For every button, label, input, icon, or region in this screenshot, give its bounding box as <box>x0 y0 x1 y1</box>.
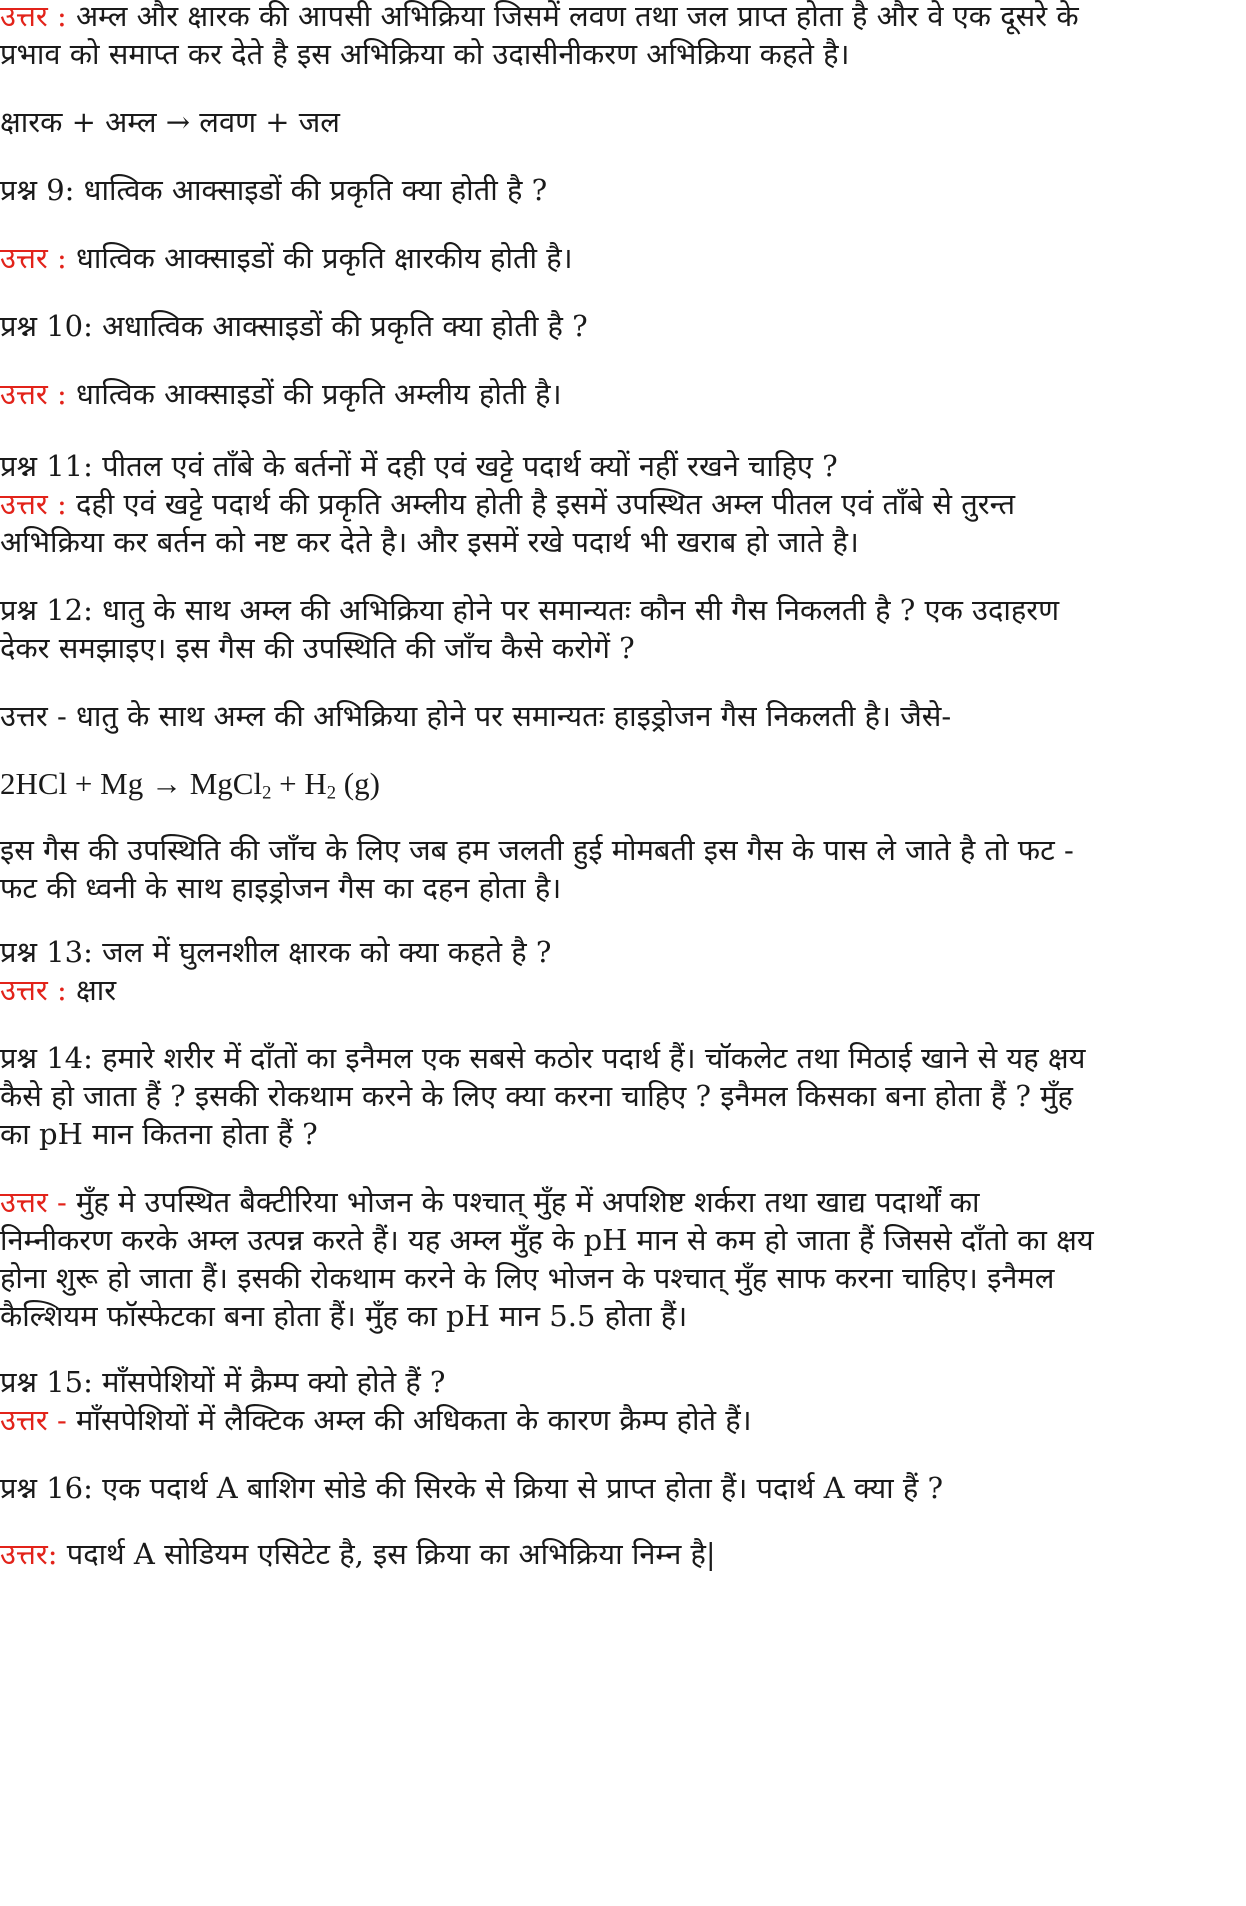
question-14-line-2: कैसे हो जाता हैं ? इसकी रोकथाम करने के लिए क्या करना चाहिए ? इनैमल किसका बना होता हैं ? मुँह <box>0 1079 1073 1113</box>
answer-label: उत्तर - <box>0 1403 67 1437</box>
question-12-line-2: देकर समझाइए। इस गैस की उपस्थिति की जाँच कैसे करोगें ? <box>0 631 635 665</box>
answer-11-line-2: अभिक्रिया कर बर्तन को नष्ट कर देते है। और इसमें रखे पदार्थ भी खराब हो जाते है। <box>0 525 859 559</box>
question-14-line-3: का pH मान कितना होता हैं ? <box>0 1117 318 1151</box>
question-11: प्रश्न 11: पीतल एवं ताँबे के बर्तनों में दही एवं खट्टे पदार्थ क्यों नहीं रखने चाहिए ? <box>0 449 838 483</box>
answer-8-line-2: प्रभाव को समाप्त कर देते है इस अभिक्रिया को उदासीनीकरण अभिक्रिया कहते है। <box>0 37 850 71</box>
answer-text: क्षार <box>66 973 117 1007</box>
answer-text: दही एवं खट्टे पदार्थ की प्रकृति अम्लीय होती है इसमें उपस्थित अम्ल पीतल एवं ताँबे से तुरन्त <box>66 487 1016 521</box>
question-16: प्रश्न 16: एक पदार्थ A बाशिग सोडे की सिरके से क्रिया से प्राप्त होता हैं। पदार्थ A क्या हैं ? <box>0 1471 944 1505</box>
answer-label: उत्तर - <box>0 1185 67 1219</box>
answer-16 <box>0 1532 1240 1576</box>
answer-label: उत्तर : <box>0 973 67 1007</box>
equation-subscript-2: 2 <box>326 782 337 804</box>
question-14-line-1: प्रश्न 14: हमारे शरीर में दाँतों का इनैमल एक सबसे कठोर पदार्थ हैं। चॉकलेट तथा मिठाई खाने से यह क्षय <box>0 1041 1086 1075</box>
answer-text: पदार्थ A सोडियम एसिटेट है, इस क्रिया का अभिक्रिया निम्न है| <box>57 1537 716 1571</box>
answer-label: उत्तर : <box>0 377 67 411</box>
answer-12: उत्तर - धातु के साथ अम्ल की अभिक्रिया होने पर समान्यतः हाइड्रोजन गैस निकलती है। जैसे- <box>0 699 952 733</box>
answer-text: धात्विक आक्साइडों की प्रकृति क्षारकीय होती है। <box>66 241 573 275</box>
neutralization-equation: क्षारक + अम्ल → लवण + जल <box>0 105 340 139</box>
answer-label: उत्तर: <box>0 1537 58 1571</box>
question-12-line-1: प्रश्न 12: धातु के साथ अम्ल की अभिक्रिया होने पर समान्यतः कौन सी गैस निकलती है ? एक उदाहरण <box>0 593 1060 627</box>
question-15: प्रश्न 15: माँसपेशियों में क्रैम्प क्यो होते हैं ? <box>0 1365 446 1399</box>
answer-14-line-4: कैल्शियम फॉस्फेटका बना होता हैं। मुँह का pH मान 5.5 होता हैं। <box>0 1299 688 1333</box>
answer-text: माँसपेशियों में लैक्टिक अम्ल की अधिकता के कारण क्रैम्प होते हैं। <box>66 1403 752 1437</box>
answer-12-test-line-1: इस गैस की उपस्थिति की जाँच के लिए जब हम जलती हुई मोमबती इस गैस के पास ले जाते है तो फट - <box>0 833 1074 867</box>
question-9: प्रश्न 9: धात्विक आक्साइडों की प्रकृति क्या होती है ? <box>0 173 548 207</box>
answer-10 <box>0 372 1240 416</box>
question-13: प्रश्न 13: जल में घुलनशील क्षारक को क्या कहते है ? <box>0 935 552 969</box>
question-10: प्रश्न 10: अधात्विक आक्साइडों की प्रकृति क्या होती है ? <box>0 309 588 343</box>
answer-14-line-2: निम्नीकरण करके अम्ल उत्पन्न करते हैं। यह अम्ल मुँह के pH मान से कम हो जाता हैं जिससे दाँतो का क्षय <box>0 1223 1094 1257</box>
answer-12-test-line-2: फट की ध्वनी के साथ हाइड्रोजन गैस का दहन होता है। <box>0 871 562 905</box>
equation-right: (g) <box>336 766 380 801</box>
answer-label: उत्तर : <box>0 241 67 275</box>
equation-left: 2HCl + Mg → MgCl <box>0 766 263 801</box>
answer-label: उत्तर : <box>0 0 67 33</box>
answer-text: अम्ल और क्षारक की आपसी अभिक्रिया जिसमें लवण तथा जल प्राप्त होता है और वे एक दूसरे के <box>66 0 1079 33</box>
answer-13 <box>0 968 1240 1012</box>
answer-text: धात्विक आक्साइडों की प्रकृति अम्लीय होती है। <box>66 377 562 411</box>
answer-text: मुँह मे उपस्थित बैक्टीरिया भोजन के पश्चात् मुँह में अपशिष्ट शर्करा तथा खाद्य पदार्थों का <box>66 1185 980 1219</box>
answer-9 <box>0 236 1240 280</box>
equation-middle: + H <box>271 766 327 801</box>
equation-subscript-1: 2 <box>262 782 272 804</box>
answer-label: उत्तर : <box>0 487 67 521</box>
reaction-equation <box>0 762 1240 806</box>
answer-15 <box>0 1398 1240 1442</box>
answer-14-line-3: होना शुरू हो जाता हैं। इसकी रोकथाम करने के लिए भोजन के पश्चात् मुँह साफ करना चाहिए। इनैमल <box>0 1261 1055 1295</box>
